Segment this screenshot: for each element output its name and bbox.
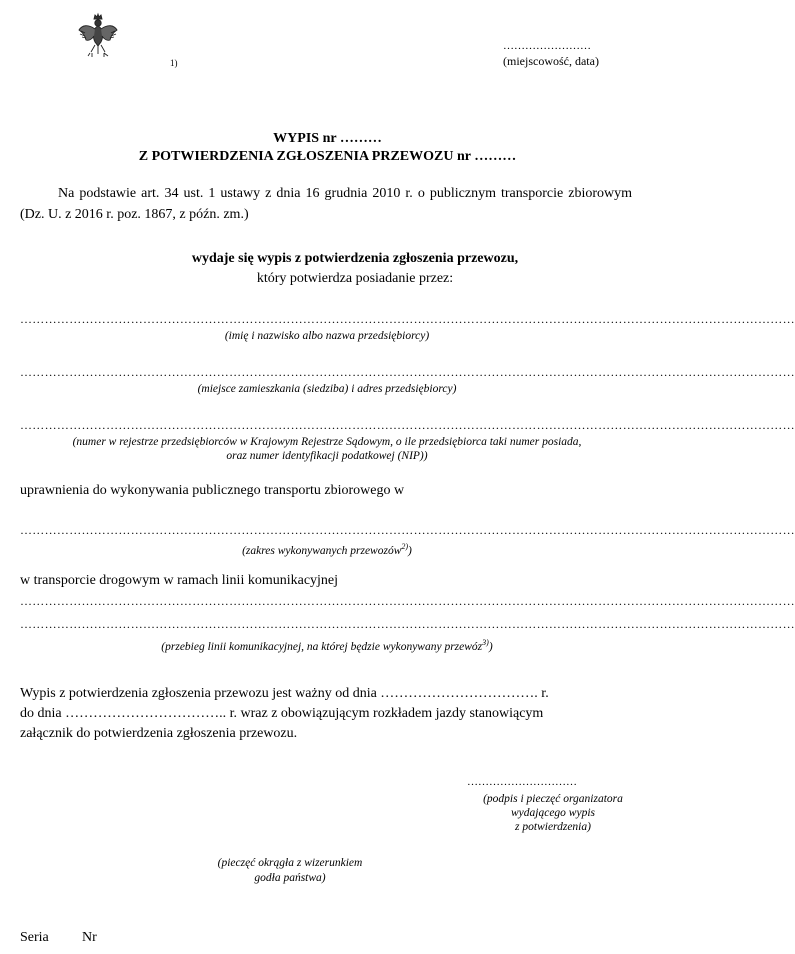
place-date-label: (miejscowość, data) [503, 54, 599, 68]
validity-paragraph [20, 684, 638, 744]
road-text: w transporcie drogowym w ramach linii komunikacyjnej [20, 573, 339, 588]
seal-caption [210, 856, 370, 886]
rights-text: uprawnienia do wykonywania publicznego transportu zbiorowego w [20, 483, 405, 498]
registry-caption-line1: (numer w rejestrze przedsiębiorców w Krajowym Rejestrze Sądowym, o ile przedsiębiorca taki numer posiada, [72, 436, 582, 448]
footnote-marker-3: 3) [482, 638, 489, 647]
signature-caption [458, 792, 648, 834]
document-subtitle: Z POTWIERDZENIA ZGŁOSZENIA PRZEWOZU nr ……… [138, 149, 517, 164]
signature-caption-line2: wydającego wypis [511, 807, 595, 819]
validity-line1: Wypis z potwierdzenia zgłoszenia przewozu jest ważny od dnia ……………………………. r. [20, 686, 549, 701]
route-field-line2: ……………………………………………………………………………………………………………………………………………………………………… [20, 617, 795, 631]
seal-caption-line2: godła państwa) [254, 872, 326, 884]
polish-eagle-emblem [76, 12, 120, 58]
footnote-marker-1: 1) [170, 58, 178, 68]
route-caption-close: ) [488, 641, 493, 653]
validity-line2: do dnia …………………………….. r. wraz z obowiązującym rozkładem jazdy stanowiącym [20, 706, 544, 721]
scope-caption [20, 540, 634, 558]
scope-caption-text: (zakres wykonywanych przewozów [242, 545, 402, 557]
scope-caption-close: ) [408, 545, 412, 557]
route-caption [20, 636, 634, 654]
issue-statement-cont: który potwierdza posiadanie przez: [256, 271, 454, 286]
legal-basis-paragraph: Na podstawie art. 34 ust. 1 ustawy z dnia 16 grudnia 2010 r. o publicznym transporcie zbiorowym (Dz. U. z 2016 r. poz. 1867, z późn. zm.) [20, 186, 632, 222]
signature-caption-line1: (podpis i pieczęć organizatora [483, 793, 623, 805]
registry-number-field: ……………………………………………………………………………………………………………………………………………………………………… [20, 418, 795, 432]
validity-line3: załącznik do potwierdzenia zgłoszenia przewozu. [20, 726, 298, 741]
signature-dots: ………………………… [467, 776, 577, 788]
seria-label: Seria [20, 930, 49, 945]
signature-caption-line3: z potwierdzenia) [515, 821, 591, 833]
scope-field: ……………………………………………………………………………………………………………………………………………………………………… [20, 523, 795, 537]
place-date-dots: …………………… [503, 40, 591, 52]
holder-address-field: ……………………………………………………………………………………………………………………………………………………………………… [20, 365, 795, 379]
nr-label: Nr [82, 930, 97, 945]
route-caption-text: (przebieg linii komunikacyjnej, na której będzie wykonywany przewóz [161, 641, 483, 653]
document-title: WYPIS nr ……… [273, 131, 382, 146]
registry-caption-line2: oraz numer identyfikacji podatkowej (NIP)) [226, 450, 428, 462]
route-field-line1: ……………………………………………………………………………………………………………………………………………………………………… [20, 594, 795, 608]
issue-statement: wydaje się wypis z potwierdzenia zgłoszenia przewozu, [191, 251, 519, 266]
holder-name-caption: (imię i nazwisko albo nazwa przedsiębiorcy) [224, 330, 430, 342]
holder-address-caption: (miejsce zamieszkania (siedziba) i adres przedsiębiorcy) [197, 383, 457, 395]
footnote-marker-2: 2) [401, 542, 409, 551]
holder-name-field: ……………………………………………………………………………………………………………………………………………………………………… [20, 312, 795, 326]
seal-caption-line1: (pieczęć okrągła z wizerunkiem [217, 857, 363, 869]
